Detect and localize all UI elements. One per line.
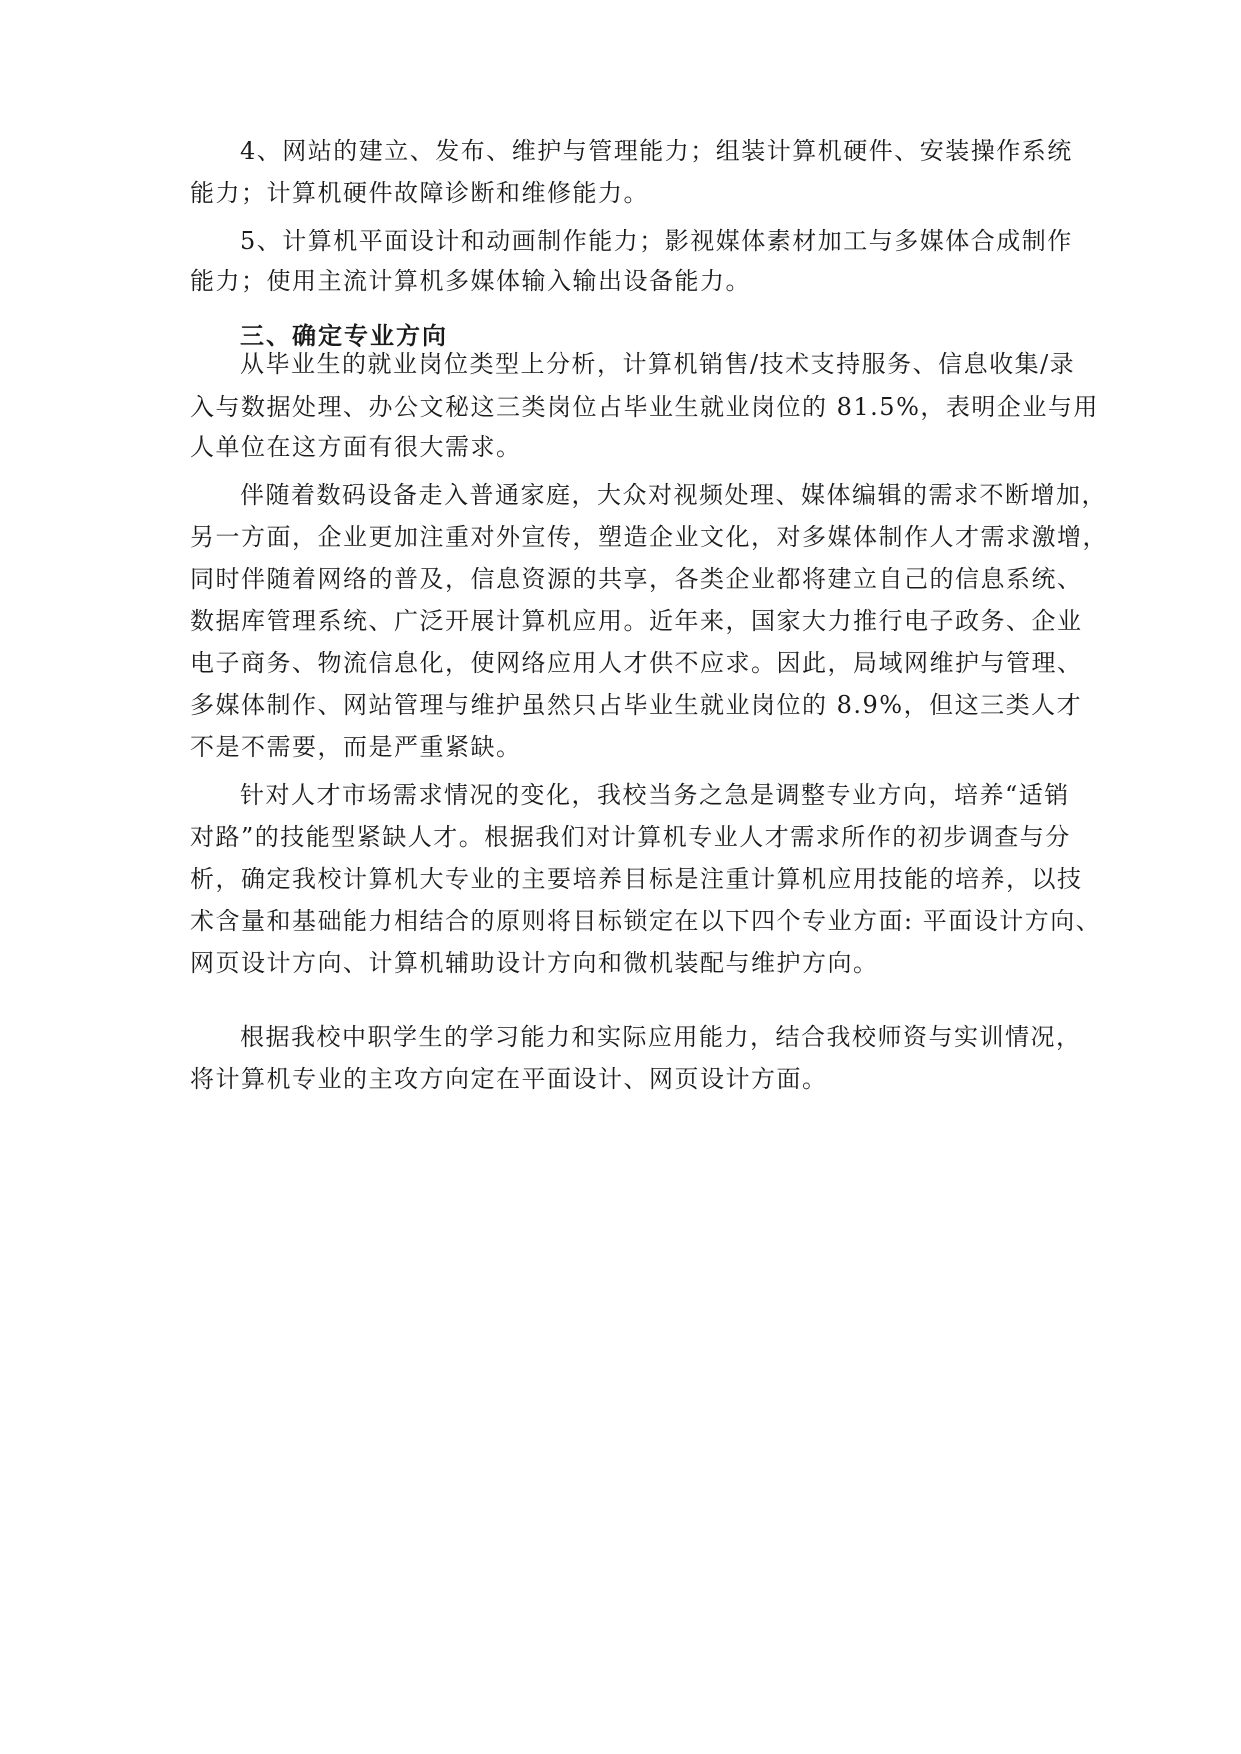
market-line-5: 网页设计方向、计算机辅助设计方向和微机装配与维护方向。 bbox=[190, 949, 879, 977]
digital-line-2: 另一方面，企业更加注重对外宣传，塑造企业文化，对多媒体制作人才需求激增， bbox=[190, 523, 1108, 551]
digital-line-3: 同时伴随着网络的普及，信息资源的共享，各类企业都将建立自己的信息系统、 bbox=[190, 565, 1083, 593]
item-4-line-1: 4、网站的建立、发布、维护与管理能力；组装计算机硬件、安装操作系统 bbox=[240, 137, 1073, 165]
market-line-2: 对路”的技能型紧缺人才。根据我们对计算机专业人才需求所作的初步调查与分 bbox=[190, 823, 1071, 851]
analysis-line-1: 从毕业生的就业岗位类型上分析，计算机销售/技术支持服务、信息收集/录 bbox=[240, 350, 1076, 378]
conclusion-line-1: 根据我校中职学生的学习能力和实际应用能力，结合我校师资与实训情况， bbox=[240, 1023, 1082, 1051]
market-line-1: 针对人才市场需求情况的变化，我校当务之急是调整专业方向，培养“适销 bbox=[240, 781, 1070, 809]
market-line-4: 术含量和基础能力相结合的原则将目标锁定在以下四个专业方面: 平面设计方向、 bbox=[190, 907, 1102, 935]
item-5-line-2: 能力；使用主流计算机多媒体输入输出设备能力。 bbox=[190, 267, 751, 295]
item-5-line-1: 5、计算机平面设计和动画制作能力；影视媒体素材加工与多媒体合成制作 bbox=[240, 227, 1073, 255]
digital-line-4: 数据库管理系统、广泛开展计算机应用。近年来，国家大力推行电子政务、企业 bbox=[190, 607, 1083, 635]
section-heading: 三、确定专业方向 bbox=[240, 321, 448, 350]
digital-line-7: 不是不需要，而是严重紧缺。 bbox=[190, 733, 522, 761]
digital-line-1: 伴随着数码设备走入普通家庭，大众对视频处理、媒体编辑的需求不断增加， bbox=[240, 481, 1107, 509]
conclusion-line-2: 将计算机专业的主攻方向定在平面设计、网页设计方面。 bbox=[190, 1065, 828, 1093]
market-line-3: 析，确定我校计算机大专业的主要培养目标是注重计算机应用技能的培养，以技 bbox=[190, 865, 1083, 893]
digital-line-6: 多媒体制作、网站管理与维护虽然只占毕业生就业岗位的 8.9%，但这三类人才 bbox=[190, 691, 1083, 719]
analysis-line-3: 人单位在这方面有很大需求。 bbox=[190, 433, 522, 461]
analysis-line-2: 入与数据处理、办公文秘这三类岗位占毕业生就业岗位的 81.5%，表明企业与用 bbox=[190, 393, 1099, 421]
digital-line-5: 电子商务、物流信息化，使网络应用人才供不应求。因此，局域网维护与管理、 bbox=[190, 649, 1083, 677]
item-4-line-2: 能力；计算机硬件故障诊断和维修能力。 bbox=[190, 179, 649, 207]
